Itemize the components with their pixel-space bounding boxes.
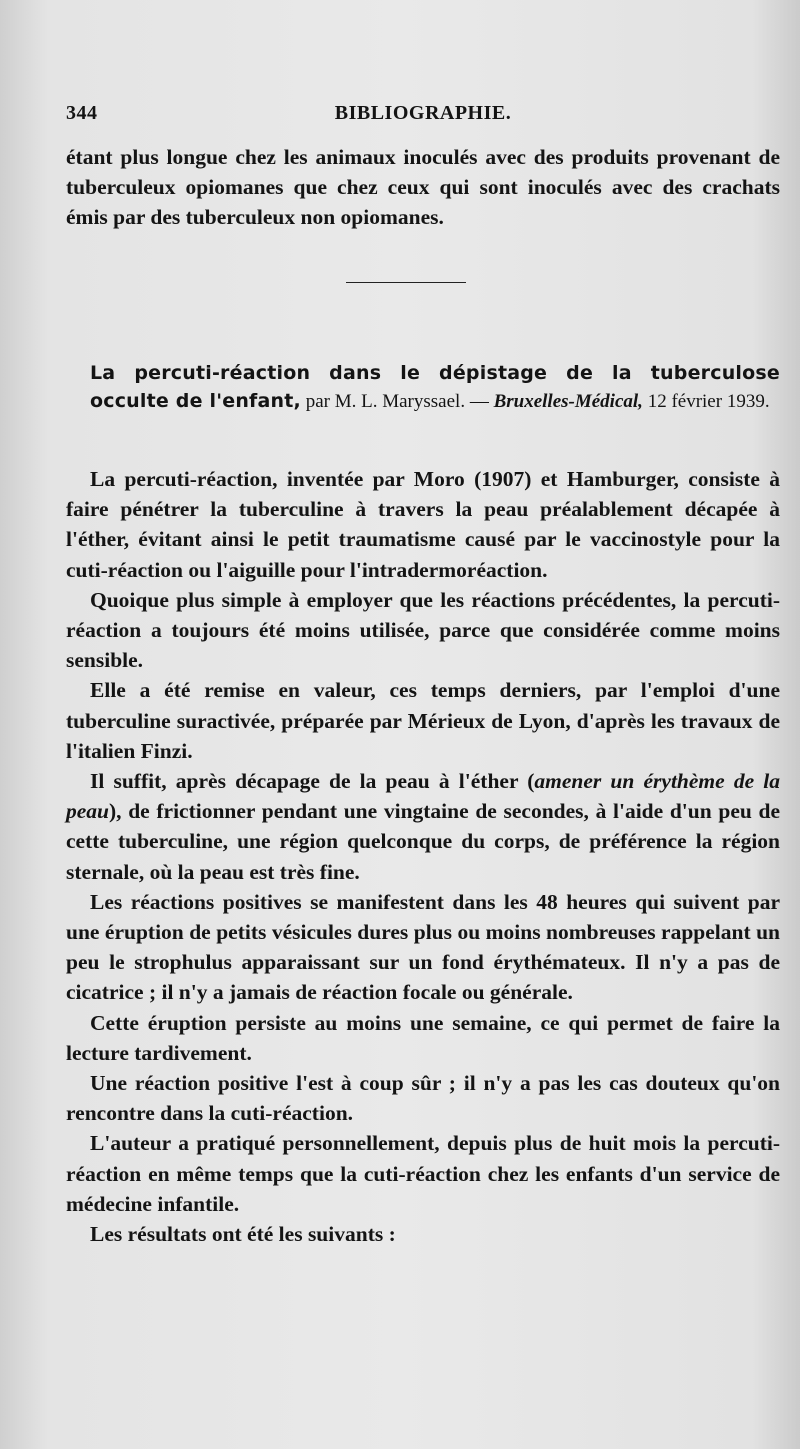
continuation-text [66, 142, 780, 233]
running-title: BIBLIOGRAPHIE. [334, 102, 512, 124]
section-divider [346, 282, 466, 283]
paragraph-4 [66, 766, 780, 887]
review-body [66, 464, 780, 1249]
paragraph-1: La percuti-réaction, inventée par Moro (1907) et Hamburger, consiste à faire pénétrer la tuberculine à travers la peau préalablement décapée à l'éther, évitant ainsi le petit traumatisme causé par le vaccinostyle pour la cuti-réaction ou l'aiguille pour l'intradermoréaction. [66, 467, 780, 582]
page-number: 344 [66, 102, 98, 124]
paragraph-9: Les résultats ont été les suivants : [90, 1222, 396, 1247]
paragraph-4-end: ), de frictionner pendant une vingtaine de secondes, à l'aide d'un peu de cette tuberculine, une région quelconque du corps, de préférence la région sternale, où la peau est très fine. [66, 799, 780, 884]
continuation-paragraph: étant plus longue chez les animaux inoculés avec des produits provenant de tuberculeux opiomanes que chez ceux qui sont inoculés avec des crachats émis par des tuberculeux non opiomanes. [66, 145, 780, 230]
citation-journal: Bruxelles-Médical, [493, 390, 643, 412]
paragraph-5: Les réactions positives se manifestent dans les 48 heures qui suivent par une éruption de petits vésicules dures plus ou moins nombreuses rappelant un peu le strophulus apparaissant sur un fond érythémateux. Il n'y a pas de cicatrice ; il n'y a jamais de réaction focale ou générale. [66, 889, 780, 1005]
paragraph-6: Cette éruption persiste au moins une semaine, ce qui permet de faire la lecture tardivement. [66, 1010, 780, 1065]
paragraph-8: L'auteur a pratiqué personnellement, depuis plus de huit mois la percuti-réaction en même temps que la cuti-réaction chez les enfants d'un service de médecine infantile. [66, 1131, 780, 1216]
paragraph-4-italic: amener un érythème de la peau [66, 769, 780, 824]
paragraph-2: Quoique plus simple à employer que les réactions précédentes, la percuti-réaction a toujours été moins utilisée, parce que considérée comme moins sensible. [66, 587, 780, 673]
citation-title: La percuti-réaction dans le dépistage de la tuberculose occulte de l'enfant, [90, 362, 780, 412]
citation-date: 12 février 1939. [642, 390, 770, 412]
paragraph-7: Une réaction positive l'est à coup sûr ; il n'y a pas les cas douteux qu'on rencontre dans la cuti-réaction. [66, 1071, 780, 1126]
paragraph-3: Elle a été remise en valeur, ces temps derniers, par l'emploi d'une tuberculine suractivée, préparée par Mérieux de Lyon, d'après les travaux de l'italien Finzi. [66, 678, 780, 763]
paragraph-4-start: Il suffit, après décapage de la peau à l'éther ( [90, 769, 535, 794]
citation-author: par M. L. Maryssael. — [300, 390, 494, 412]
bibliographic-citation [90, 360, 780, 415]
page-header [66, 102, 780, 132]
